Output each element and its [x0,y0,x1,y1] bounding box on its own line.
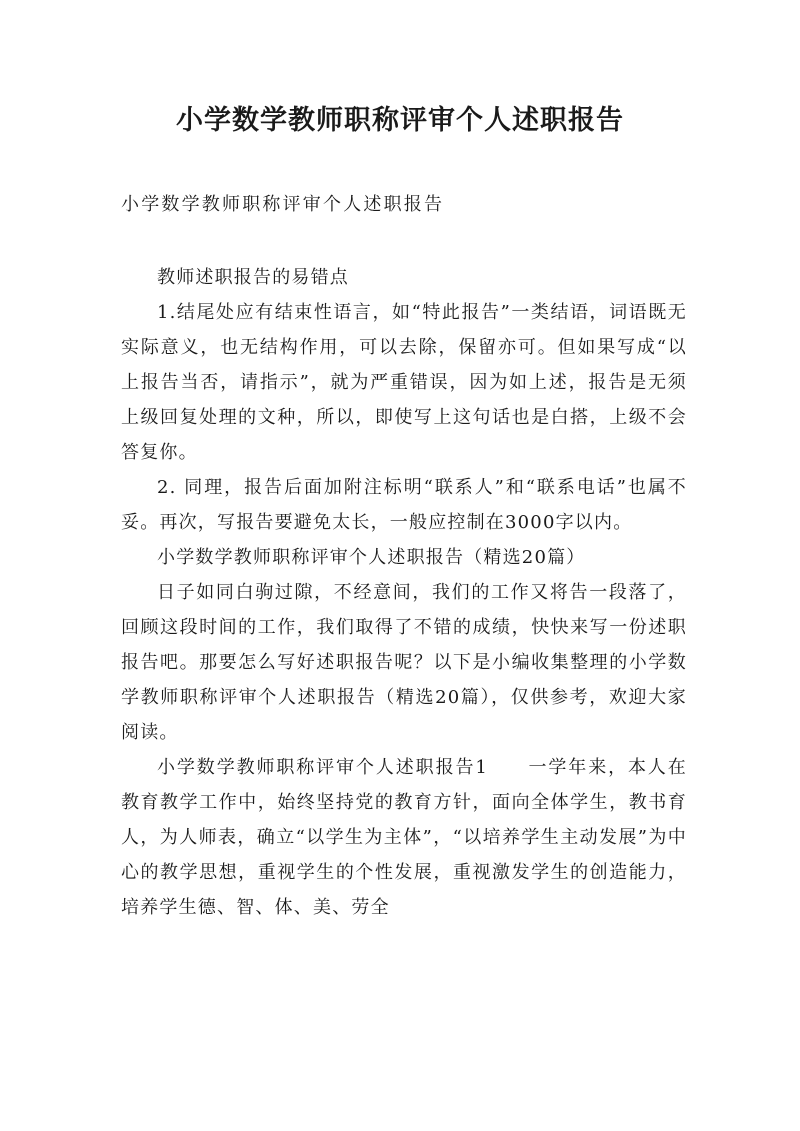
paragraph-point-1: 1.结尾处应有结束性语言，如“特此报告”一类结语，词语既无实际意义，也无结构作用，可以去除，保留亦可。但如果写成“以上报告当否，请指示”，就为严重错误，因为如上述，报告是无须上级回复处理的文种，所以，即使写上这句话也是白搭，上级不会答复你。 [121,302,687,463]
paragraph-error-points-heading: 教师述职报告的易错点 [157,267,349,288]
paragraph-collection-heading: 小学数学教师职称评审个人述职报告（精选20篇） [157,547,586,568]
document-title: 小学数学教师职称评审个人述职报告 [176,105,624,136]
paragraph-introduction: 日子如同白驹过隙，不经意间，我们的工作又将告一段落了，回顾这段时间的工作，我们取得了不错的成绩，快快来写一份述职报告吧。那要怎么写好述职报告呢？以下是小编收集整理的小学数学教师职称评审个人述职报告（精选20篇），仅供参考，欢迎大家阅读。 [121,582,687,743]
paragraph-report-1: 小学数学教师职称评审个人述职报告1 一学年来，本人在教育教学工作中，始终坚持党的教育方针，面向全体学生，教书育人，为人师表，确立“以学生为主体”，“以培养学生主动发展”为中心的教学思想，重视学生的个性发展，重视激发学生的创造能力，培养学生德、智、体、美、劳全 [121,757,687,918]
paragraph-point-2: 2. 同理，报告后面加附注标明“联系人”和“联系电话”也属不妥。再次，写报告要避免太长，一般应控制在3000字以内。 [121,477,687,533]
document-subtitle: 小学数学教师职称评审个人述职报告 [121,194,445,215]
document-body [121,260,687,925]
